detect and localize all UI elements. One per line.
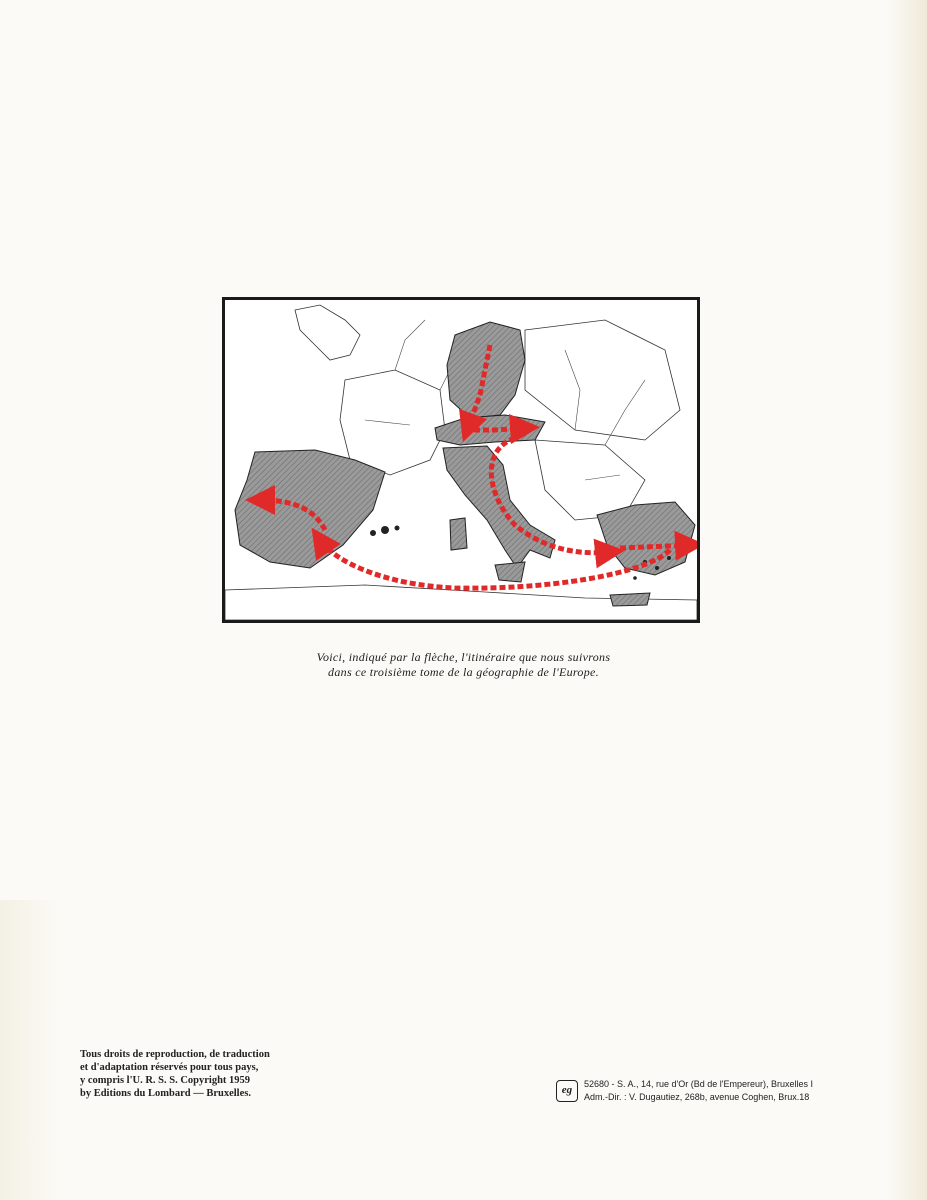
sicily-shape (495, 562, 525, 582)
italy-shape (443, 446, 555, 568)
paper-stain (0, 900, 60, 1200)
europe-map (225, 300, 697, 620)
iberia-shape (235, 450, 385, 568)
printer-imprint (556, 1078, 886, 1104)
crete-shape (610, 593, 650, 606)
rights-line-4: by Editions du Lombard — Bruxelles. (80, 1088, 251, 1099)
rights-line-3: y compris l'U. R. S. S. Copyright 1959 (80, 1075, 251, 1086)
printer-logo: eg (556, 1080, 578, 1102)
imprint-line-1: 52680 - S. A., 14, rue d'Or (Bd de l'Empereur), Bruxelles I (584, 1079, 814, 1089)
rights-line-1: Tous droits de reproduction, de traduction (80, 1049, 270, 1060)
map-caption (0, 650, 927, 680)
sardinia-shape (450, 518, 467, 550)
imprint-line-2: Adm.-Dir. : V. Dugautiez, 268b, avenue Coghen, Brux.18 (584, 1092, 810, 1102)
caption-line-2: dans ce troisième tome de la géographie de l'Europe. (328, 665, 599, 679)
caption-line-1: Voici, indiqué par la flèche, l'itinéraire que nous suivrons (316, 650, 611, 664)
austria-shape (435, 415, 545, 445)
route-map (222, 297, 700, 623)
copyright-notice (80, 1048, 310, 1100)
germany-shape (447, 322, 525, 418)
rights-line-2: et d'adaptation réservés pour tous pays, (80, 1062, 259, 1073)
paper-edge-shadow (887, 0, 927, 1200)
